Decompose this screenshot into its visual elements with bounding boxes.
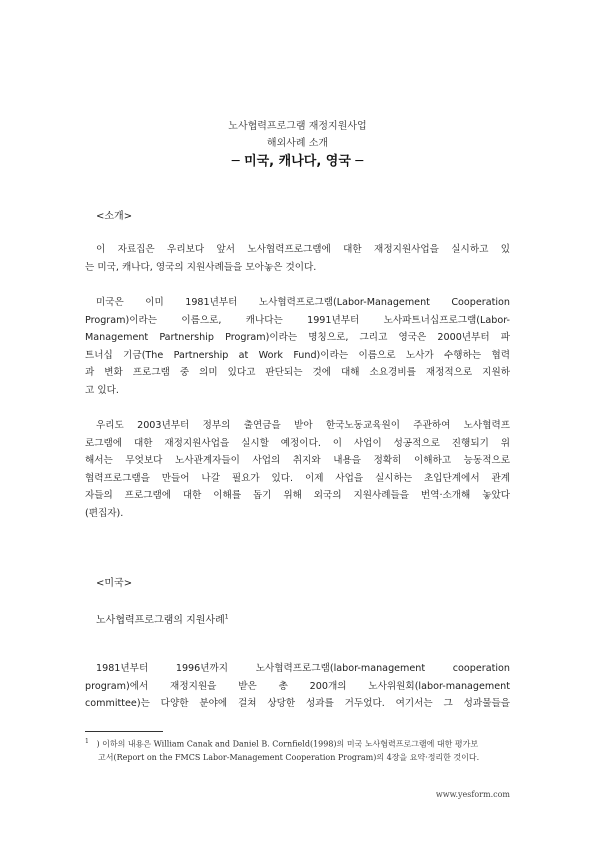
footnote bbox=[85, 735, 479, 764]
usa-subheading bbox=[96, 611, 229, 626]
footer-website: www.yesform.com bbox=[435, 790, 510, 799]
document-title-line3: ─ 미국, 캐나다, 영국 ─ bbox=[231, 154, 364, 169]
section-heading-usa: <미국> bbox=[96, 578, 133, 589]
footnote-line-1 bbox=[85, 735, 479, 751]
text-line: Management Partnership Program)이라는 명칭으로, 그리고 영국은 2000년부터 파 bbox=[85, 332, 510, 343]
footnote-line-2: 고서(Report on the FMCS Labor-Management Cooperation Program)의 4장을 요약·정리한 것이다. bbox=[98, 752, 480, 762]
text-line: Program)이라는 이름으로, 캐나다는 1991년부터 노사파트너십프로그램(Labor- bbox=[85, 314, 510, 326]
text-line: 과 변화 프로그램 중 의미 있다고 판단되는 것에 대해 소요경비를 재정적으로 지원하 bbox=[85, 367, 510, 378]
text-line: 로그램에 대한 재정지원사업을 실시할 예정이다. 이 사업이 성공적으로 진행되기 위 bbox=[85, 437, 510, 449]
text-line: 고 있다. bbox=[85, 384, 119, 396]
document-title-line2: 해외사례 소개 bbox=[266, 138, 329, 149]
text-line: committee)는 다양한 분야에 걸쳐 상당한 성과를 거두었다. 여기서는 그 성과물들을 bbox=[85, 698, 510, 709]
intro-paragraph-2 bbox=[85, 294, 510, 399]
usa-paragraph-1 bbox=[85, 660, 510, 713]
footnote-text-1: ) 이하의 내용은 William Canak and Daniel B. Cornfield(1998)의 미국 노사협력프로그램에 대한 평가보 bbox=[96, 739, 479, 749]
text-line: 이 자료집은 우리보다 앞서 노사협력프로그램에 대한 재정지원사업을 실시하고 있 bbox=[96, 244, 510, 255]
intro-paragraph-3 bbox=[85, 417, 510, 522]
intro-paragraph-1 bbox=[85, 241, 510, 276]
text-line: 우리도 2003년부터 정부의 출연금을 받아 한국노동교육원이 주관하여 노사협력프 bbox=[96, 420, 510, 431]
text-line: 자들의 프로그램에 대한 이해를 돕기 위해 외국의 지원사례들을 번역·소개해 놓았다 bbox=[85, 490, 510, 501]
document-title-line1: 노사협력프로그램 재정지원사업 bbox=[228, 121, 367, 132]
text-line: 미국은 이미 1981년부터 노사협력프로그램(Labor-Management Cooperation bbox=[96, 297, 510, 308]
text-line: (편집자). bbox=[85, 507, 124, 519]
text-line: 는 미국, 캐나다, 영국의 지원사례들을 모아놓은 것이다. bbox=[85, 261, 317, 273]
section-heading-intro: <소개> bbox=[96, 211, 133, 222]
text-line: 트너십 기금(The Partnership at Work Fund)이라는 이름으로 노사가 수행하는 협력 bbox=[85, 349, 510, 361]
text-line: 1981년부터 1996년까지 노사협력프로그램(labor-management cooperation bbox=[96, 663, 510, 674]
footnote-divider bbox=[85, 731, 163, 732]
text-line: program)에서 재정지원을 받은 총 200개의 노사위원회(labor-management bbox=[85, 680, 510, 692]
text-line: 해서는 무엇보다 노사관계자들이 사업의 취지와 내용을 정확히 이해하고 능동적으로 bbox=[85, 455, 510, 466]
footnote-reference: 1 bbox=[224, 613, 229, 621]
usa-subheading-text: 노사협력프로그램의 지원사례 bbox=[96, 615, 225, 626]
footnote-mark: 1 bbox=[85, 738, 89, 745]
text-line: 협력프로그램을 만들어 나갈 필요가 있다. 이제 사업을 실시하는 초입단계에서 관계 bbox=[85, 472, 510, 484]
